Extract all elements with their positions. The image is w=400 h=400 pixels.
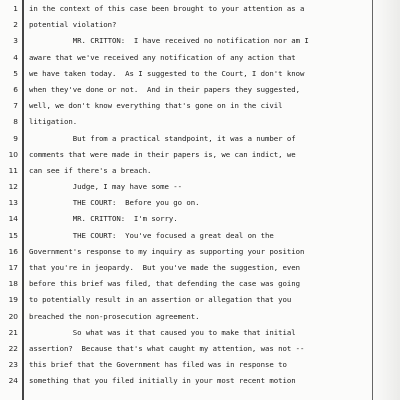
line-number: 7	[13, 101, 18, 111]
line-text: can see if there's a breach.	[29, 165, 152, 175]
line-number: 14	[8, 214, 18, 224]
transcript-line	[0, 1, 400, 17]
line-number: 1	[13, 4, 18, 13]
line-number: 10	[8, 149, 18, 159]
line-text: THE COURT: You've focused a great deal on the	[29, 230, 274, 240]
transcript-line	[0, 357, 400, 373]
transcript-line	[0, 114, 400, 130]
transcript-line	[0, 276, 400, 292]
line-text: Judge, I may have some --	[29, 182, 182, 192]
line-text: this brief that the Government has filed was in response to	[29, 360, 287, 370]
line-number: 11	[8, 165, 18, 175]
line-text: But from a practical standpoint, it was a number of	[29, 133, 296, 143]
line-number: 15	[8, 230, 18, 240]
transcript-line	[0, 211, 400, 227]
transcript-line	[0, 228, 400, 244]
transcript-line	[0, 325, 400, 341]
line-text: MR. CRITTON: I'm sorry.	[29, 214, 178, 224]
transcript-line	[0, 82, 400, 98]
line-number: 3	[13, 36, 18, 46]
transcript-line	[0, 33, 400, 49]
transcript-lines	[0, 1, 400, 390]
transcript-line	[0, 66, 400, 82]
transcript-line	[0, 244, 400, 260]
line-text: that you're in jeopardy. But you've made the suggestion, even	[29, 263, 301, 272]
line-text: potential violation?	[29, 20, 117, 30]
line-text: breached the non-prosecution agreement.	[29, 311, 200, 321]
transcript-line	[0, 309, 400, 325]
line-number: 17	[8, 263, 18, 272]
line-text: we have taken today. As I suggested to the Court, I don't know	[29, 68, 305, 78]
transcript-line	[0, 341, 400, 357]
line-number: 6	[13, 84, 18, 94]
line-text: comments that were made in their papers is, we can indict, we	[29, 149, 296, 159]
line-text: to potentially result in an assertion or allegation that you	[29, 295, 292, 305]
transcript-line	[0, 98, 400, 114]
line-number: 22	[8, 343, 18, 353]
line-text: before this brief was filed, that defending the case was going	[29, 279, 301, 289]
line-number: 20	[8, 311, 18, 321]
transcript-line	[0, 373, 400, 389]
line-text: So what was it that caused you to make that initial	[29, 327, 296, 337]
transcript-line	[0, 260, 400, 276]
transcript-line	[0, 50, 400, 66]
line-number: 13	[8, 198, 18, 208]
line-number: 12	[8, 182, 18, 192]
transcript-line	[0, 17, 400, 33]
line-number: 4	[13, 52, 18, 62]
line-number: 8	[13, 117, 18, 127]
line-number: 18	[8, 279, 18, 289]
transcript-line	[0, 292, 400, 308]
line-text: well, we don't know everything that's gone on in the civil	[29, 101, 283, 111]
transcript-line	[0, 195, 400, 211]
line-number: 21	[8, 327, 18, 337]
line-text: THE COURT: Before you go on.	[29, 198, 200, 208]
line-number: 16	[8, 246, 18, 256]
line-number: 23	[8, 360, 18, 370]
transcript-line	[0, 179, 400, 195]
line-text: in the context of this case been brought to your attention as a	[29, 4, 305, 13]
line-number: 5	[13, 68, 18, 78]
line-number: 19	[8, 295, 18, 305]
line-text: litigation.	[29, 117, 78, 127]
line-text: assertion? Because that's what caught my attention, was not --	[29, 343, 305, 353]
transcript-line	[0, 163, 400, 179]
line-text: Government's response to my inquiry as supporting your position	[29, 246, 305, 256]
line-text: something that you filed initially in your most recent motion	[29, 376, 296, 386]
line-text: aware that we've received any notification of any action that	[29, 52, 296, 62]
line-number: 24	[8, 376, 18, 386]
line-number: 2	[13, 20, 18, 30]
line-text: when they've done or not. And in their papers they suggested,	[29, 84, 301, 94]
line-number: 9	[13, 133, 18, 143]
line-text: MR. CRITTON: I have received no notification nor am I	[29, 36, 309, 46]
transcript-line	[0, 147, 400, 163]
transcript-line	[0, 131, 400, 147]
